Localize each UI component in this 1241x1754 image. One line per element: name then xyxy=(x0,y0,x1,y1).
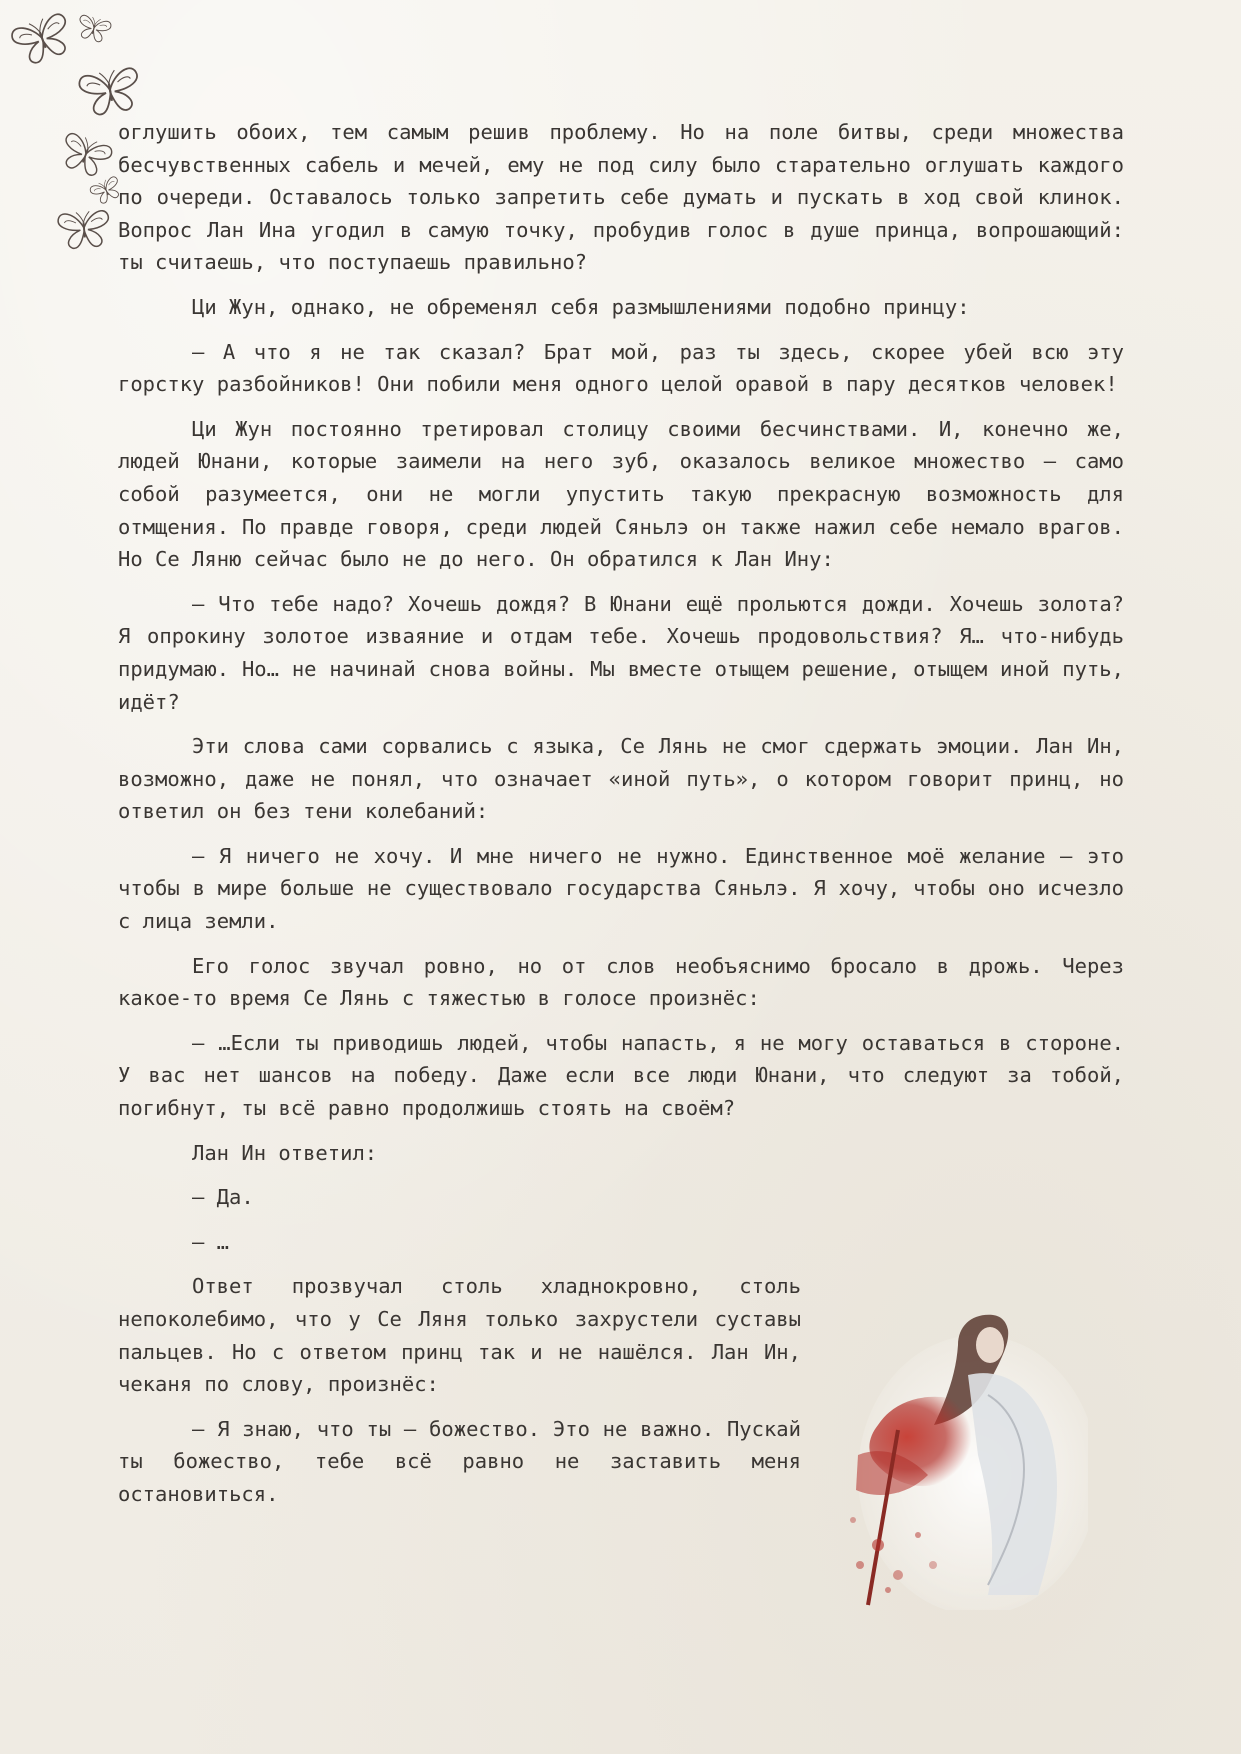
paragraph: — Я знаю, что ты — божество. Это не важно. Пускай ты божество, тебе всё равно не заставить меня остановиться. xyxy=(118,1416,801,1506)
paragraph: Эти слова сами сорвались с языка, Се Лянь не смог сдержать эмоции. Лан Ин, возможно, даже не понял, что означает «иной путь», о котором говорит принц, но ответил он без тени колебаний: xyxy=(118,734,1124,824)
paragraph: Его голос звучал ровно, но от слов необъяснимо бросало в дрожь. Через какое-то время Се Лянь с тяжестью в голосе произнёс: xyxy=(118,953,1124,1011)
paragraph: оглушить обоих, тем самым решив проблему. Но на поле битвы, среди множества бесчувственных сабель и мечей, ему не под силу было старательно оглушать каждого по очереди. Оставалось только запретить себе думать и пускать в ход свой клинок. Вопрос Лан Ина угодил в самую точку, пробудив голос в душе принца, вопрошающий: ты считаешь, что поступаешь правильно? xyxy=(118,120,1124,275)
paragraph: Ци Жун постоянно третировал столицу своими бесчинствами. И, конечно же, людей Юнани, которые заимели на него зуб, оказалось великое множество — само собой разумеется, они не могли упустить такую прекрасную возможность для отмщения. По правде говоря, среди людей Сяньлэ он также нажил себе немало врагов. Но Се Ляню сейчас было не до него. Он обратился к Лан Ину: xyxy=(118,416,1124,572)
paragraph: — …Если ты приводишь людей, чтобы напасть, я не могу оставаться в стороне. У вас нет шансов на победу. Даже если все люди Юнани, что следуют за тобой, погибнут, ты всё равно продолжишь стоять на своём? xyxy=(118,1030,1124,1121)
paragraph: Лан Ин ответил: xyxy=(192,1140,378,1165)
paragraph: — … xyxy=(192,1229,230,1254)
paragraph: — Да. xyxy=(192,1185,254,1210)
paragraph: Ответ прозвучал столь хладнокровно, столь непоколебимо, что у Се Ляня только захрустели суставы пальцев. Но с ответом принц так и не нашёлся. Лан Ин, чеканя по слову, произнёс: xyxy=(118,1274,801,1397)
paragraph: Ци Жун, однако, не обременял себя размышлениями подобно принцу: xyxy=(192,294,970,319)
paragraph: — А что я не так сказал? Брат мой, раз ты здесь, скорее убей всю эту горстку разбойников! Они побили меня одного целой оравой в пару десятков человек! xyxy=(118,339,1124,397)
paragraph: — Что тебе надо? Хочешь дождя? В Юнани ещё прольются дожди. Хочешь золота? Я опрокину золотое изваяние и отдам тебе. Хочешь продовольствия? Я… что-нибудь придумаю. Но… не начинай снова войны. Мы вместе отыщем решение, отыщем иной путь, идёт? xyxy=(118,591,1124,714)
paragraph: — Я ничего не хочу. И мне ничего не нужно. Единственное моё желание — это чтобы в мире больше не существовало государства Сяньлэ. Я хочу, чтобы оно исчезло с лица земли. xyxy=(118,843,1124,934)
red-robed-figure-illustration xyxy=(838,1305,1088,1610)
